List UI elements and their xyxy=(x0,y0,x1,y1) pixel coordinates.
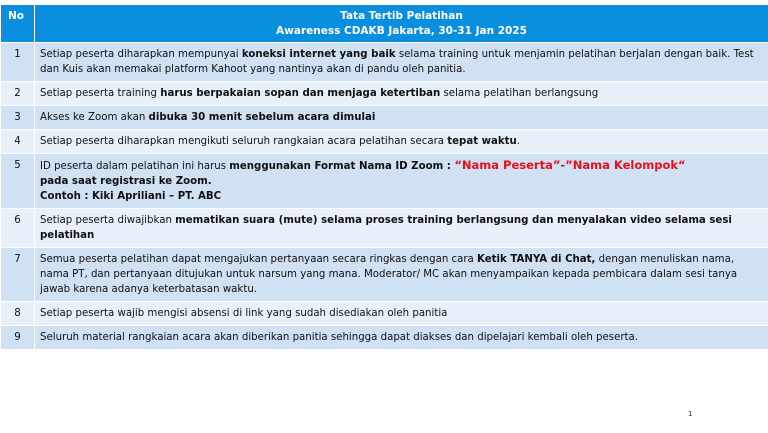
rule-text: ID peserta dalam pelatihan ini harus menggunakan Format Nama ID Zoom : “Nama Peserta”-”Nama Kelompok“ pada saat registrasi ke Zoom. Contoh : Kiki Apriliani – PT. ABC xyxy=(35,154,768,209)
row-number: 9 xyxy=(1,326,35,350)
rule-text: Setiap peserta diharapkan mengikuti seluruh rangkaian acara pelatihan secara tepat waktu. xyxy=(35,130,768,154)
table-row xyxy=(1,302,768,326)
title-line-2: Awareness CDAKB Jakarta, 30-31 Jan 2025 xyxy=(276,25,527,37)
table-row xyxy=(1,326,768,350)
table-row xyxy=(1,43,768,82)
table-row xyxy=(1,209,768,248)
rule-text: Akses ke Zoom akan dibuka 30 menit sebelum acara dimulai xyxy=(35,106,768,130)
rules-table xyxy=(0,4,768,350)
table-row xyxy=(1,130,768,154)
table-title xyxy=(35,5,768,43)
table-row xyxy=(1,154,768,209)
table-row xyxy=(1,248,768,302)
rule-text: Setiap peserta diwajibkan mematikan suara (mute) selama proses training berlangsung dan menyalakan video selama sesi pelatihan xyxy=(35,209,768,248)
rule-text: Setiap peserta training harus berpakaian sopan dan menjaga ketertiban selama pelatihan berlangsung xyxy=(35,82,768,106)
zoom-name-format: “Nama Peserta”-”Nama Kelompok“ xyxy=(454,158,686,172)
table-row xyxy=(1,106,768,130)
rule-text: Setiap peserta wajib mengisi absensi di link yang sudah disediakan oleh panitia xyxy=(35,302,768,326)
title-line-1: Tata Tertib Pelatihan xyxy=(340,10,463,22)
row-number: 8 xyxy=(1,302,35,326)
row-number: 4 xyxy=(1,130,35,154)
row-number: 6 xyxy=(1,209,35,248)
row-number: 5 xyxy=(1,154,35,209)
row-number: 1 xyxy=(1,43,35,82)
table-row xyxy=(1,82,768,106)
rule-text: Setiap peserta diharapkan mempunyai koneksi internet yang baik selama training untuk menjamin pelatihan berjalan dengan baik. Test dan Kuis akan memakai platform Kahoot yang nantinya akan di pandu oleh panitia. xyxy=(35,43,768,82)
column-header-no: No xyxy=(1,5,35,43)
table-header-row xyxy=(1,5,768,43)
rule-text: Seluruh material rangkaian acara akan diberikan panitia sehingga dapat diakses dan dipelajari kembali oleh peserta. xyxy=(35,326,768,350)
row-number: 3 xyxy=(1,106,35,130)
row-number: 7 xyxy=(1,248,35,302)
rule-text: Semua peserta pelatihan dapat mengajukan pertanyaan secara ringkas dengan cara Ketik TANYA di Chat, dengan menuliskan nama, nama PT, dan pertanyaan ditujukan untuk narsum yang mana. Moderator/ MC akan menyampaikan kepada pembicara dalam sesi tanya jawab karena adanya keterbatasan waktu. xyxy=(35,248,768,302)
row-number: 2 xyxy=(1,82,35,106)
page-number: 1 xyxy=(688,410,693,418)
zoom-name-example: Contoh : Kiki Apriliani – PT. ABC xyxy=(40,191,222,202)
